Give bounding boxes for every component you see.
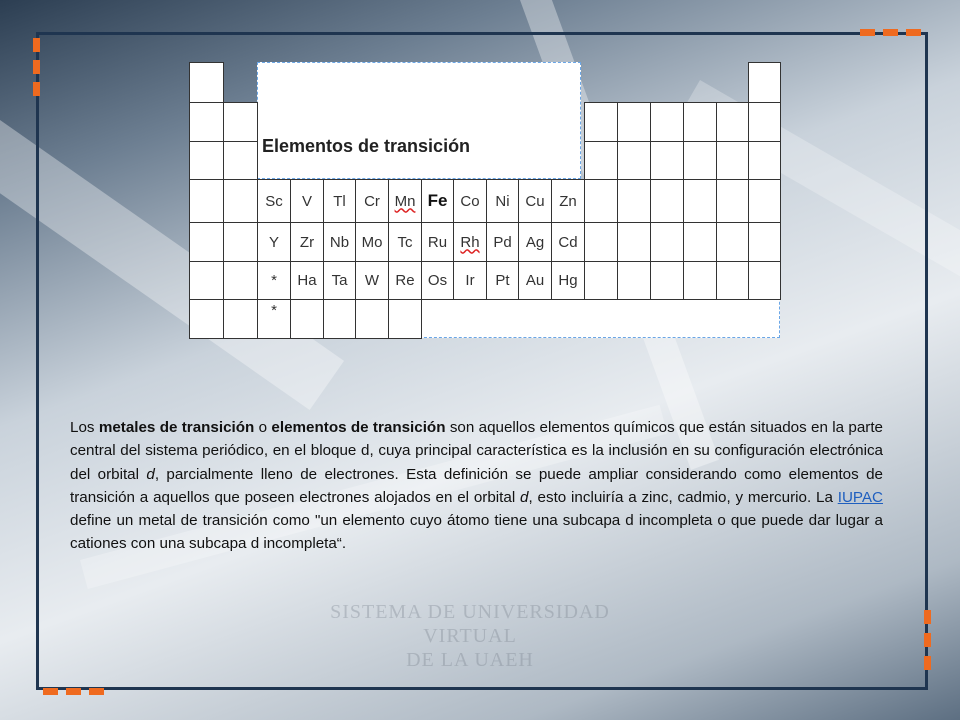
table-cell: [716, 261, 749, 300]
table-cell: [650, 179, 684, 223]
lower-blank-area: [419, 297, 780, 338]
element-cell: Zn: [551, 179, 585, 223]
table-cell: [748, 141, 781, 180]
table-cell: [584, 141, 618, 180]
element-cell: Mo: [355, 222, 389, 262]
element-cell: Os: [421, 261, 454, 300]
element-cell: Ta: [323, 261, 356, 300]
table-cell: [355, 299, 389, 339]
element-cell: Ag: [518, 222, 552, 262]
watermark-line-1: SISTEMA DE UNIVERSIDAD VIRTUAL: [330, 601, 610, 647]
accent-dash-bottom-right-3: [924, 656, 931, 670]
periodic-table-image: [189, 62, 780, 338]
element-cell: Rh: [453, 222, 487, 262]
element-cell: Hg: [551, 261, 585, 300]
accent-dash-bottom-left-2: [66, 688, 81, 695]
element-cell: *: [257, 299, 291, 339]
element-cell: Cd: [551, 222, 585, 262]
table-cell: [223, 261, 258, 300]
accent-dash-bottom-left-3: [89, 688, 104, 695]
accent-dash-top-left-1: [33, 38, 40, 52]
table-cell: [584, 102, 618, 142]
iupac-link[interactable]: IUPAC: [837, 488, 884, 506]
table-cell: [584, 261, 618, 300]
term-metales: metales de transición: [98, 419, 255, 436]
element-cell: Au: [518, 261, 552, 300]
element-cell: Nb: [323, 222, 356, 262]
table-cell: [189, 261, 224, 300]
table-cell: [617, 141, 651, 180]
accent-dash-bottom-left-1: [43, 688, 58, 695]
element-cell: Zr: [290, 222, 324, 262]
table-cell: [617, 222, 651, 262]
table-cell: [716, 222, 749, 262]
table-cell: [748, 222, 781, 262]
table-cell: [223, 102, 258, 142]
table-cell: [650, 141, 684, 180]
element-cell: Cu: [518, 179, 552, 223]
accent-dash-top-left-3: [33, 82, 40, 96]
transition-title-area: [257, 62, 581, 179]
table-cell: [617, 102, 651, 142]
table-cell: [617, 179, 651, 223]
watermark-line-2: DE LA UAEH: [406, 649, 534, 671]
table-cell: [584, 179, 618, 223]
element-cell: Tl: [323, 179, 356, 223]
table-cell: [683, 141, 717, 180]
table-cell: [290, 299, 324, 339]
table-cell: [650, 261, 684, 300]
element-cell: Tc: [388, 222, 422, 262]
element-cell: *: [257, 261, 291, 300]
table-cell: [189, 102, 224, 142]
element-cell: W: [355, 261, 389, 300]
element-cell: Ni: [486, 179, 519, 223]
element-cell: Ru: [421, 222, 454, 262]
table-cell: [748, 62, 781, 103]
table-cell: [223, 222, 258, 262]
element-cell: Y: [257, 222, 291, 262]
description-paragraph: Los metales de transición o elementos de transición son aquellos elementos químicos que están situados en la parte central del sistema periódico, en el bloque d, cuya principal característica es la inclusión en su configuración electrónica del orbital d, parcialmente lleno de electrones. Esta definición se puede ampliar considerando como elementos de transición a aquellos que poseen electrones alojados en el orbital d, esto incluiría a zinc, cadmio, y mercurio. La IUPAC define un metal de transición como "un elemento cuyo átomo tiene una subcapa d incompleta o que puede dar lugar a cationes con una subcapa d incompleta“.: [70, 419, 884, 553]
table-cell: [189, 141, 224, 180]
table-cell: [388, 299, 422, 339]
table-cell: [584, 222, 618, 262]
term-elementos: elementos de transición: [271, 419, 446, 436]
element-cell: Pd: [486, 222, 519, 262]
table-cell: [189, 299, 224, 339]
element-cell: Co: [453, 179, 487, 223]
accent-dash-top-right-1: [860, 29, 875, 36]
table-cell: [683, 179, 717, 223]
table-cell: [748, 179, 781, 223]
accent-dash-bottom-right-2: [924, 633, 931, 647]
accent-dash-top-right-2: [883, 29, 898, 36]
element-cell: Mn: [388, 179, 422, 223]
table-cell: [650, 102, 684, 142]
table-cell: [189, 222, 224, 262]
table-cell: [323, 299, 356, 339]
element-cell: Re: [388, 261, 422, 300]
accent-dash-top-left-2: [33, 60, 40, 74]
table-cell: [683, 222, 717, 262]
element-cell: Sc: [257, 179, 291, 223]
watermark: [290, 600, 650, 672]
element-cell: Ha: [290, 261, 324, 300]
element-cell: V: [290, 179, 324, 223]
element-cell: Fe: [421, 179, 454, 223]
element-cell: Pt: [486, 261, 519, 300]
table-cell: [223, 141, 258, 180]
element-cell: Cr: [355, 179, 389, 223]
table-cell: [683, 261, 717, 300]
table-cell: [617, 261, 651, 300]
table-cell: [189, 179, 224, 223]
accent-dash-top-right-3: [906, 29, 921, 36]
table-cell: [223, 179, 258, 223]
table-cell: [189, 62, 224, 103]
element-cell: Ir: [453, 261, 487, 300]
table-cell: [223, 299, 258, 339]
table-cell: [748, 261, 781, 300]
accent-dash-bottom-right-1: [924, 610, 931, 624]
table-cell: [716, 141, 749, 180]
table-cell: [683, 102, 717, 142]
table-cell: [716, 102, 749, 142]
table-cell: [716, 179, 749, 223]
table-cell: [748, 102, 781, 142]
periodic-table-title: Elementos de transición: [262, 136, 471, 156]
table-cell: [650, 222, 684, 262]
